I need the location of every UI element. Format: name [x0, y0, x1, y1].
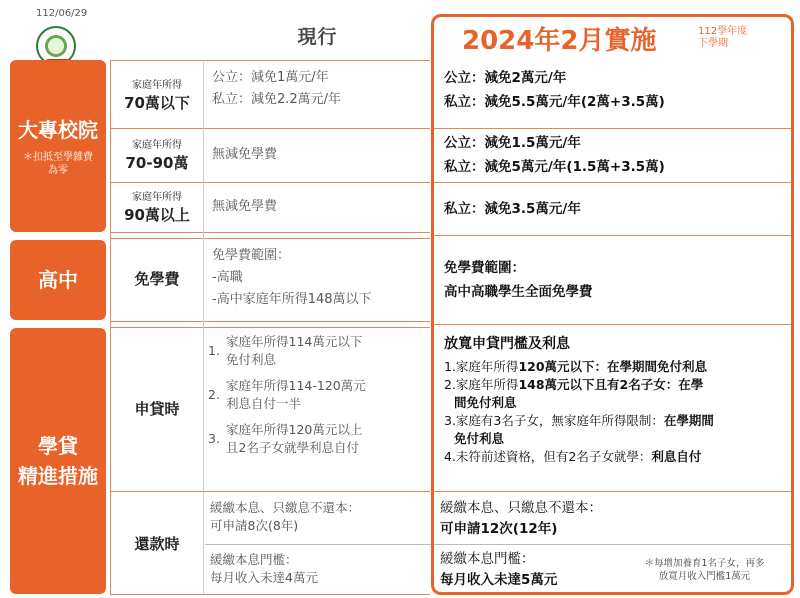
category-college [10, 60, 106, 232]
college-note-line1: ＊扣抵至學雜費 [23, 152, 93, 163]
loan-title-line2: 精進措施 [18, 464, 98, 488]
new-item-3-cont [444, 430, 789, 448]
row-label-small: 家庭年所得 [132, 192, 182, 203]
college-row3-current [212, 196, 277, 218]
category-highschool [10, 240, 106, 320]
row-label-small: 家庭年所得 [132, 140, 182, 151]
note-line: ＊每增加養育1名子女，再多 [644, 558, 765, 569]
divider [110, 491, 430, 492]
new-line: 每月收入未達5萬元 [440, 572, 558, 588]
divider [205, 544, 431, 545]
subtitle-line-2: 下學期 [698, 38, 728, 49]
item-line: 且2名子女就學利息自付 [226, 440, 359, 455]
divider [110, 321, 430, 322]
highschool-current [212, 245, 372, 311]
new-line: 緩繳本息門檻： [440, 551, 535, 567]
current-line: 無減免學費 [212, 199, 278, 214]
loan-repay-current-b [210, 551, 318, 587]
item-line: 免付利息 [226, 352, 277, 367]
new-column-title: 2024年2月實施 [462, 26, 657, 56]
text: 在學期間 [663, 413, 714, 428]
text: 以下且有2名子女：在學 [569, 377, 704, 392]
college-row1-label [111, 64, 203, 128]
current-line: 緩繳本息門檻： [210, 552, 298, 567]
date-stamp: 112/06/29 [36, 8, 88, 19]
loan-title-line1: 學貸 [38, 434, 78, 458]
new-item-3 [444, 412, 789, 430]
loan-apply-current [208, 333, 428, 457]
college-row1-current [212, 67, 341, 111]
divider [434, 182, 791, 183]
list-item [208, 421, 428, 457]
text: 3.家庭有3名子女，無家庭年所得限制： [444, 413, 664, 428]
current-line: 每月收入未達4萬元 [210, 570, 318, 585]
text: 免付利息 [454, 431, 505, 446]
highschool-title: 高中 [38, 268, 78, 292]
college-note [23, 151, 93, 177]
college-row3-label [111, 184, 203, 232]
row-label-big: 70-90萬 [125, 154, 189, 172]
text: 4.未符前述資格，但有2名子女就學： [444, 449, 652, 464]
new-line: 緩繳本息、只繳息不還本： [440, 500, 602, 516]
new-line: 免學費範圍： [444, 260, 525, 276]
item-text [226, 377, 366, 413]
new-line: 公立：減免2萬元/年 [444, 70, 567, 86]
current-line: -高中家庭年所得148萬以下 [212, 292, 372, 307]
loan-apply-label: 申貸時 [134, 400, 180, 418]
item-line: 家庭年所得120萬元以上 [226, 422, 363, 437]
loan-repay-note [622, 557, 787, 583]
college-row2-current [212, 144, 277, 166]
current-line: 免學費範圍： [212, 248, 291, 263]
item-number: 3. [208, 431, 220, 446]
current-line: 公立：減免1萬元/年 [212, 70, 329, 85]
divider [110, 232, 430, 233]
current-line: 可申請8次(8年) [210, 518, 299, 533]
list-item [208, 333, 428, 369]
text: 1.家庭年所得 [444, 359, 519, 374]
current-line: 無減免學費 [212, 147, 278, 162]
new-item-1 [444, 358, 789, 376]
row-label-big: 70萬以下 [124, 94, 190, 112]
divider [434, 491, 791, 492]
loan-repay-label: 還款時 [134, 535, 180, 553]
highschool-label: 免學費 [134, 270, 180, 288]
loan-apply-new [444, 332, 789, 466]
new-column-subtitle [698, 26, 747, 50]
divider [434, 544, 791, 545]
loan-repay-current-a [210, 499, 360, 535]
college-row2-label [111, 130, 203, 182]
item-number: 2. [208, 387, 220, 402]
text: 120萬元 [518, 359, 570, 374]
row-label-big: 90萬以上 [124, 206, 190, 224]
divider [434, 128, 791, 129]
text: 2.家庭年所得 [444, 377, 519, 392]
new-item-2 [444, 376, 789, 394]
text: 以下：在學期間免付利息 [569, 359, 708, 374]
category-loan [10, 328, 106, 594]
current-line: -高職 [212, 270, 243, 285]
current-line: 緩繳本息、只繳息不還本： [210, 500, 361, 515]
new-line: 高中高職學生全面免學費 [444, 284, 593, 300]
divider [434, 324, 791, 325]
current-column-header: 現行 [297, 26, 338, 48]
divider [110, 182, 430, 183]
new-line: 私立：減免5萬元/年(1.5萬+3.5萬) [444, 159, 665, 175]
divider [110, 60, 430, 61]
text: 148萬元 [518, 377, 570, 392]
item-line: 家庭年所得114萬元以下 [226, 334, 363, 349]
college-row1-new [444, 66, 665, 114]
college-note-line2: 為零 [48, 165, 68, 176]
item-text [226, 333, 362, 369]
divider [110, 327, 430, 328]
text: 間免付利息 [454, 395, 517, 410]
column-divider [203, 62, 204, 594]
college-row2-new [444, 131, 665, 179]
loan-repay-new-b [440, 549, 557, 591]
divider [110, 238, 430, 239]
note-line: 放寬月收入門檻1萬元 [658, 571, 751, 582]
college-title: 大專校院 [18, 118, 98, 142]
divider [110, 128, 430, 129]
item-text [226, 421, 362, 457]
divider [434, 235, 791, 236]
item-number: 1. [208, 343, 220, 358]
new-line: 私立：減免5.5萬元/年(2萬+3.5萬) [444, 94, 665, 110]
new-heading: 放寬申貸門檻及利息 [444, 336, 570, 352]
list-item [208, 377, 428, 413]
divider [110, 594, 430, 595]
loan-repay-new-a [440, 498, 602, 540]
item-line: 利息自付一半 [226, 396, 302, 411]
highschool-new [444, 256, 593, 304]
subtitle-line-1: 112學年度 [698, 26, 748, 37]
item-line: 家庭年所得114-120萬元 [226, 378, 366, 393]
new-item-2-cont [444, 394, 789, 412]
new-line: 公立：減免1.5萬元/年 [444, 135, 581, 151]
text: 利息自付 [651, 449, 702, 464]
college-row3-new [444, 197, 581, 221]
new-line: 私立：減免3.5萬元/年 [444, 201, 581, 217]
new-item-4 [444, 448, 789, 466]
row-label-small: 家庭年所得 [132, 80, 182, 91]
current-line: 私立：減免2.2萬元/年 [212, 92, 342, 107]
new-line: 可申請12次(12年) [440, 521, 558, 537]
